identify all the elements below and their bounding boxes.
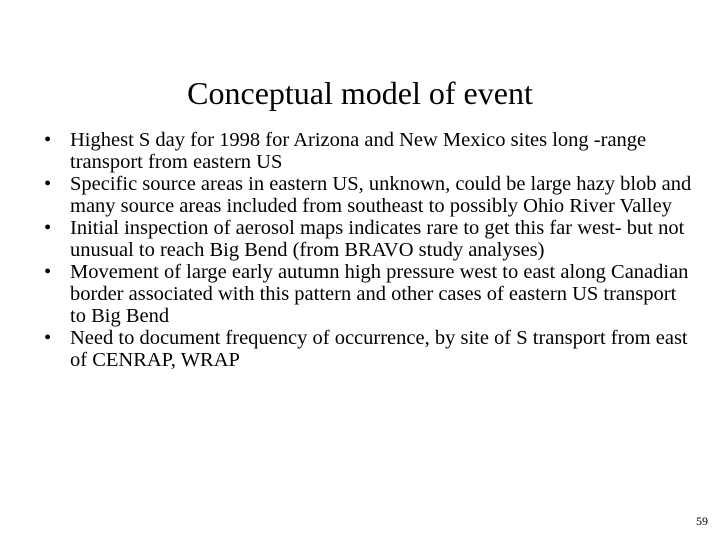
bullet-text: Need to document frequency of occurrence, by site of S transport from east of CENRAP, WRAP xyxy=(70,327,688,371)
bullet-dot-icon: • xyxy=(44,261,52,283)
bullet-text: Specific source areas in eastern US, unknown, could be large hazy blob and many source areas included from southeast to possibly Ohio River Valley xyxy=(70,173,692,217)
bullet-dot-icon: • xyxy=(44,327,52,349)
bullet-text: Highest S day for 1998 for Arizona and New Mexico sites long -range transport from eastern US xyxy=(70,129,647,173)
bullet-item xyxy=(44,173,694,217)
bullet-item xyxy=(44,327,694,371)
bullet-dot-icon: • xyxy=(44,217,52,239)
bullet-dot-icon: • xyxy=(44,173,52,195)
bullet-text: Movement of large early autumn high pressure west to east along Canadian border associated with this pattern and other cases of eastern US transport to Big Bend xyxy=(70,261,689,327)
bullet-list xyxy=(44,129,694,371)
bullet-item xyxy=(44,129,694,173)
bullet-dot-icon: • xyxy=(44,129,52,151)
bullet-item xyxy=(44,261,694,327)
bullet-text: Initial inspection of aerosol maps indicates rare to get this far west- but not unusual to reach Big Bend (from BRAVO study analyses) xyxy=(70,217,685,261)
slide-title: Conceptual model of event xyxy=(187,75,533,111)
bullet-item xyxy=(44,217,694,261)
page-number: 59 xyxy=(696,514,708,528)
